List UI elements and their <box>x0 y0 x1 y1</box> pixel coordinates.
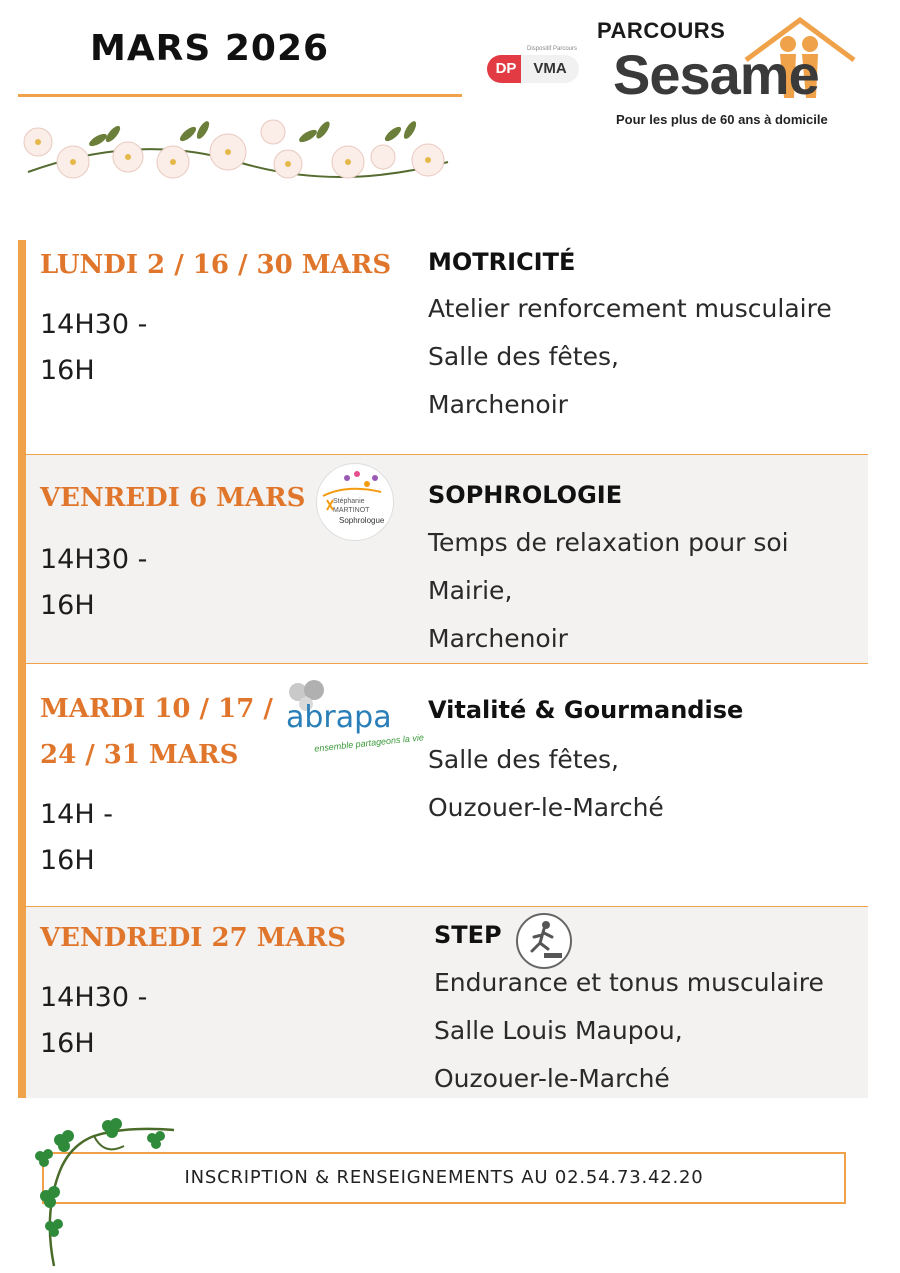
activity-line: Salle Louis Maupou, <box>434 1016 683 1045</box>
title-underline <box>18 94 462 97</box>
session-time-end: 16H <box>40 1028 95 1059</box>
brand-name: Sesame <box>613 43 819 106</box>
page-title: MARS 2026 <box>90 28 330 69</box>
brand-tagline: Pour les plus de 60 ans à domicile <box>616 112 828 127</box>
abrapa-tagline: ensemble partageons la vie <box>313 732 425 754</box>
session-time-end: 16H <box>40 355 95 386</box>
activity-title: SOPHROLOGIE <box>428 481 623 509</box>
logo-line: MARTINOT <box>333 507 370 514</box>
brand-parcours: PARCOURS <box>597 18 726 43</box>
clover-vine-decoration <box>34 1116 194 1270</box>
flower-garland-decoration <box>18 112 458 188</box>
abrapa-name: abrapa <box>286 700 392 735</box>
activity-line: Marchenoir <box>428 624 568 653</box>
dp-vma-logo <box>487 46 581 94</box>
session-time-start: 14H30 - <box>40 309 148 340</box>
registration-info-box: INSCRIPTION & RENSEIGNEMENTS AU 02.54.73.42.20 <box>42 1152 846 1204</box>
session-day: VENREDI 6 MARS <box>40 483 306 513</box>
session-time-end: 16H <box>40 590 95 621</box>
session-tuesday <box>26 664 868 906</box>
session-day: LUNDI 2 / 16 / 30 MARS <box>40 250 392 280</box>
activity-line: Endurance et tonus musculaire <box>434 968 824 997</box>
logo-line: Sophrologue <box>339 516 385 525</box>
activity-line: Salle des fêtes, <box>428 342 619 371</box>
dp-badge: DP <box>487 55 525 83</box>
session-time-start: 14H30 - <box>40 982 148 1013</box>
session-day: 24 / 31 MARS <box>40 740 239 770</box>
activity-title: MOTRICITÉ <box>428 248 576 276</box>
session-friday-6 <box>26 455 868 663</box>
session-friday-27 <box>26 907 868 1098</box>
session-time-end: 16H <box>40 845 95 876</box>
logo-line: Stéphanie <box>333 498 365 505</box>
dp-small-text: Dispositif Parcours <box>527 46 578 52</box>
activity-title: Vitalité & Gourmandise <box>428 696 744 724</box>
activity-line: Atelier renforcement musculaire <box>428 294 832 323</box>
session-day: MARDI 10 / 17 / <box>40 694 273 724</box>
session-time-start: 14H30 - <box>40 544 148 575</box>
activity-line: Ouzouer-le-Marché <box>434 1064 670 1093</box>
activity-line: Marchenoir <box>428 390 568 419</box>
abrapa-logo <box>284 680 425 760</box>
activity-line: Temps de relaxation pour soi <box>428 528 789 557</box>
vma-badge: VMA <box>521 55 579 83</box>
schedule-left-bar <box>18 240 26 1098</box>
sophrologue-logo <box>316 463 394 541</box>
activity-line: Salle des fêtes, <box>428 745 619 774</box>
session-monday <box>26 240 868 454</box>
activity-title: STEP <box>434 921 502 949</box>
session-day: VENDREDI 27 MARS <box>40 923 347 953</box>
activity-line: Mairie, <box>428 576 513 605</box>
activity-line: Ouzouer-le-Marché <box>428 793 664 822</box>
session-time-start: 14H - <box>40 799 113 830</box>
